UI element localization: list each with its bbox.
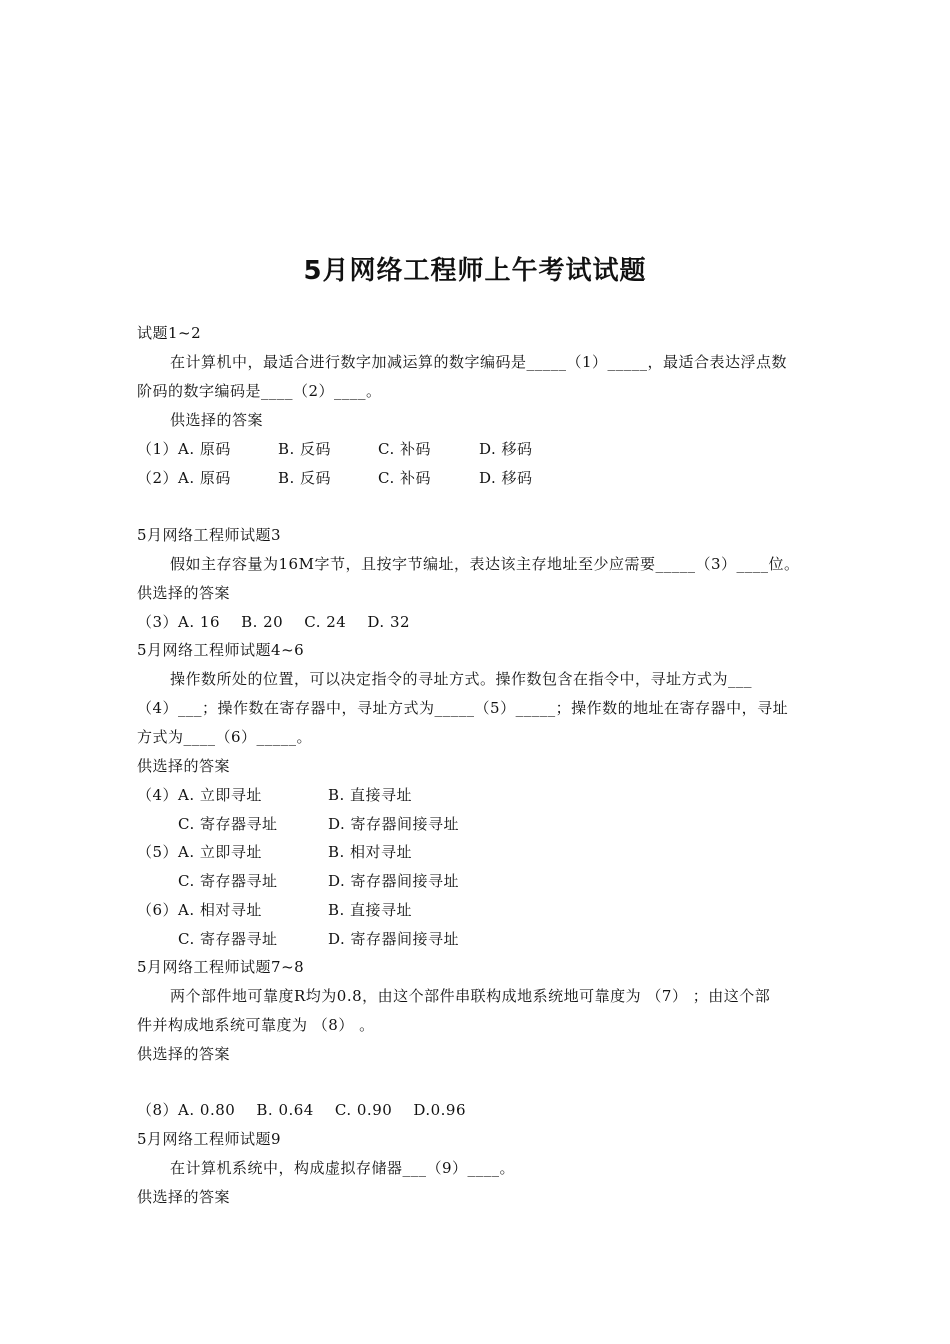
q5-option-d: D. 寄存器间接寻址	[328, 872, 460, 890]
q46-header: 5月网络工程师试题4~6	[137, 641, 305, 659]
q1-option-b: B. 反码	[278, 440, 332, 458]
q6-option-a: （6）A. 相对寻址	[137, 901, 262, 919]
q3-stem: 假如主存容量为16M字节，且按字节编址，表达该主存地址至少应需要_____（3）____位。	[170, 555, 800, 573]
q5-option-a: （5）A. 立即寻址	[137, 843, 262, 861]
q12-stem-line2: 阶码的数字编码是____（2）____。	[137, 382, 382, 400]
q9-stem: 在计算机系统中，构成虚拟存储器___（9）____。	[170, 1159, 516, 1177]
q8-options: （8）A. 0.80 B. 0.64 C. 0.90 D.0.96	[137, 1101, 467, 1119]
q3-options: （3）A. 16 B. 20 C. 24 D. 32	[137, 613, 411, 631]
q2-option-a: （2）A. 原码	[137, 469, 231, 487]
q12-stem-line1: 在计算机中，最适合进行数字加减运算的数字编码是_____（1）_____，最适合表达浮点数	[170, 353, 788, 371]
q46-stem-line3: 方式为____（6）_____。	[137, 728, 313, 746]
q46-stem-line2: （4）___；操作数在寄存器中，寻址方式为_____（5）_____；操作数的地址在寄存器中，寻址	[137, 699, 789, 717]
q2-option-b: B. 反码	[278, 469, 332, 487]
q9-choices-label: 供选择的答案	[137, 1188, 231, 1206]
q1-option-a: （1）A. 原码	[137, 440, 231, 458]
q78-header: 5月网络工程师试题7~8	[137, 958, 305, 976]
q46-stem-line1: 操作数所处的位置，可以决定指令的寻址方式。操作数包含在指令中，寻址方式为___	[170, 670, 753, 688]
q6-option-c: C. 寄存器寻址	[178, 930, 278, 948]
q4-option-a: （4）A. 立即寻址	[137, 786, 262, 804]
q3-header: 5月网络工程师试题3	[137, 526, 282, 544]
q4-option-d: D. 寄存器间接寻址	[328, 815, 460, 833]
q46-choices-label: 供选择的答案	[137, 757, 231, 775]
page-title: 5月网络工程师上午考试试题	[303, 256, 647, 286]
q5-option-b: B. 相对寻址	[328, 843, 413, 861]
q9-header: 5月网络工程师试题9	[137, 1130, 282, 1148]
q1-option-d: D. 移码	[479, 440, 533, 458]
q3-choices-label: 供选择的答案	[137, 584, 231, 602]
q4-option-c: C. 寄存器寻址	[178, 815, 278, 833]
q1-option-c: C. 补码	[378, 440, 431, 458]
q12-header: 试题1~2	[137, 324, 202, 342]
q6-option-b: B. 直接寻址	[328, 901, 413, 919]
q2-option-c: C. 补码	[378, 469, 431, 487]
q78-choices-label: 供选择的答案	[137, 1045, 231, 1063]
q78-stem-line2: 件并构成地系统可靠度为 （8） 。	[137, 1016, 375, 1034]
q4-option-b: B. 直接寻址	[328, 786, 413, 804]
q12-choices-label: 供选择的答案	[170, 411, 264, 429]
q6-option-d: D. 寄存器间接寻址	[328, 930, 460, 948]
q2-option-d: D. 移码	[479, 469, 533, 487]
q5-option-c: C. 寄存器寻址	[178, 872, 278, 890]
q78-stem-line1: 两个部件地可靠度R均为0.8，由这个部件串联构成地系统地可靠度为 （7） ；由这个部	[170, 987, 771, 1005]
